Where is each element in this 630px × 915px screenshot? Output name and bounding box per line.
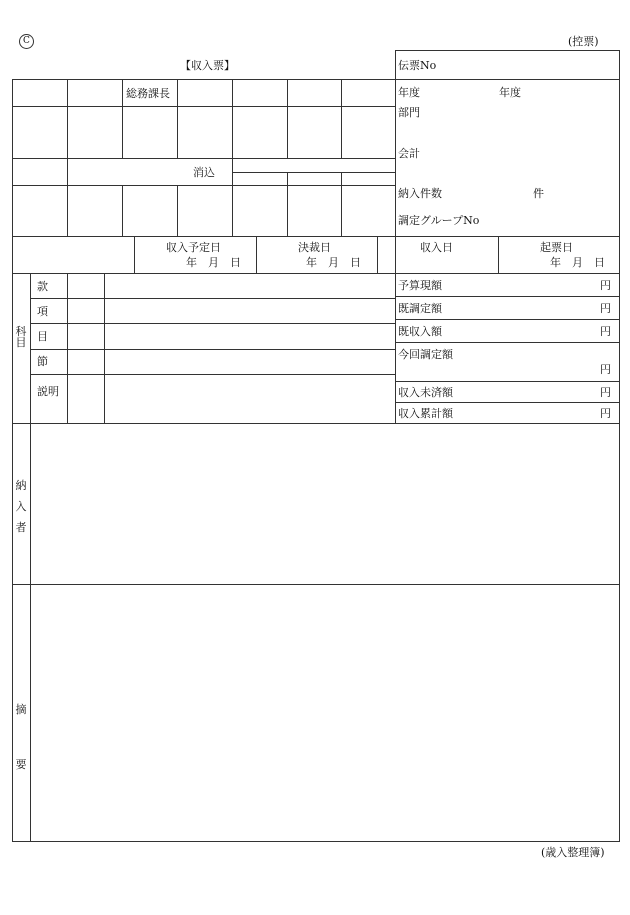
scheduled-date-label: 収入予定日 bbox=[166, 241, 221, 254]
yen-unit: 円 bbox=[600, 386, 611, 399]
budget-label: 予算現額 bbox=[398, 279, 442, 292]
yen-unit: 円 bbox=[600, 363, 611, 376]
line bbox=[395, 296, 620, 297]
line bbox=[12, 158, 395, 159]
description-label: 説明 bbox=[37, 385, 59, 398]
line bbox=[287, 79, 288, 158]
line bbox=[30, 298, 395, 299]
yen-unit: 円 bbox=[600, 325, 611, 338]
line bbox=[287, 172, 288, 236]
ledger-label: (歳入整理簿) bbox=[541, 846, 605, 859]
fiscal-year-label-2: 年度 bbox=[499, 86, 521, 99]
line bbox=[12, 106, 395, 107]
kan-label: 款 bbox=[37, 280, 48, 293]
line bbox=[30, 349, 395, 350]
current-adjusted-label: 今回調定額 bbox=[398, 348, 453, 361]
line bbox=[619, 50, 620, 841]
copyright-mark: C bbox=[19, 34, 34, 49]
yen-unit: 円 bbox=[600, 407, 611, 420]
line bbox=[12, 423, 620, 424]
line bbox=[377, 236, 378, 273]
form-title: 【収入票】 bbox=[180, 59, 235, 72]
summary-label: 摘要 bbox=[15, 703, 27, 771]
line bbox=[256, 236, 257, 273]
line bbox=[12, 79, 13, 841]
unreceived-label: 収入未済額 bbox=[398, 386, 453, 399]
line bbox=[12, 841, 620, 842]
received-date-label: 収入日 bbox=[420, 241, 453, 254]
issued-date-ymd: 年 月 日 bbox=[550, 256, 605, 269]
department-label: 部門 bbox=[398, 106, 420, 119]
yen-unit: 円 bbox=[600, 302, 611, 315]
fiscal-year-label: 年度 bbox=[398, 86, 420, 99]
scheduled-date-ymd: 年 月 日 bbox=[186, 256, 241, 269]
line bbox=[12, 185, 395, 186]
line bbox=[30, 323, 395, 324]
line bbox=[67, 273, 68, 423]
general-manager-label: 総務課長 bbox=[126, 87, 170, 100]
line bbox=[232, 172, 395, 173]
kou-label: 項 bbox=[37, 305, 48, 318]
line bbox=[341, 79, 342, 158]
payer-label: 納入者 bbox=[15, 479, 27, 534]
payment-count-label: 納入件数 bbox=[398, 187, 442, 200]
line bbox=[12, 79, 620, 80]
approval-date-label: 決裁日 bbox=[298, 241, 331, 254]
subject-label: 科目 bbox=[15, 325, 27, 349]
line bbox=[498, 236, 499, 273]
yen-unit: 円 bbox=[600, 279, 611, 292]
line bbox=[395, 381, 620, 382]
account-label: 会計 bbox=[398, 147, 420, 160]
approval-date-ymd: 年 月 日 bbox=[306, 256, 361, 269]
line bbox=[395, 402, 620, 403]
adjustment-group-label: 調定グループNo bbox=[398, 214, 480, 227]
slip-number-label: 伝票No bbox=[398, 59, 437, 72]
moku-label: 目 bbox=[37, 330, 48, 343]
copy-label: (控票) bbox=[568, 35, 599, 48]
line bbox=[341, 172, 342, 236]
line bbox=[12, 584, 620, 585]
line bbox=[395, 50, 620, 51]
line bbox=[232, 79, 233, 236]
prior-adjusted-label: 既調定額 bbox=[398, 302, 442, 315]
line bbox=[177, 185, 178, 236]
line bbox=[177, 79, 178, 158]
cumulative-label: 収入累計額 bbox=[398, 407, 453, 420]
line bbox=[395, 342, 620, 343]
cancel-label: 消込 bbox=[193, 166, 215, 179]
line bbox=[104, 273, 105, 423]
prior-received-label: 既収入額 bbox=[398, 325, 442, 338]
line bbox=[395, 319, 620, 320]
line bbox=[122, 79, 123, 158]
count-unit: 件 bbox=[533, 187, 544, 200]
setsu-label: 節 bbox=[37, 355, 48, 368]
issued-date-label: 起票日 bbox=[540, 241, 573, 254]
line bbox=[122, 185, 123, 236]
line bbox=[30, 374, 395, 375]
line bbox=[134, 236, 135, 273]
line bbox=[30, 273, 31, 841]
line bbox=[67, 79, 68, 236]
line bbox=[395, 50, 396, 423]
line bbox=[12, 236, 620, 237]
